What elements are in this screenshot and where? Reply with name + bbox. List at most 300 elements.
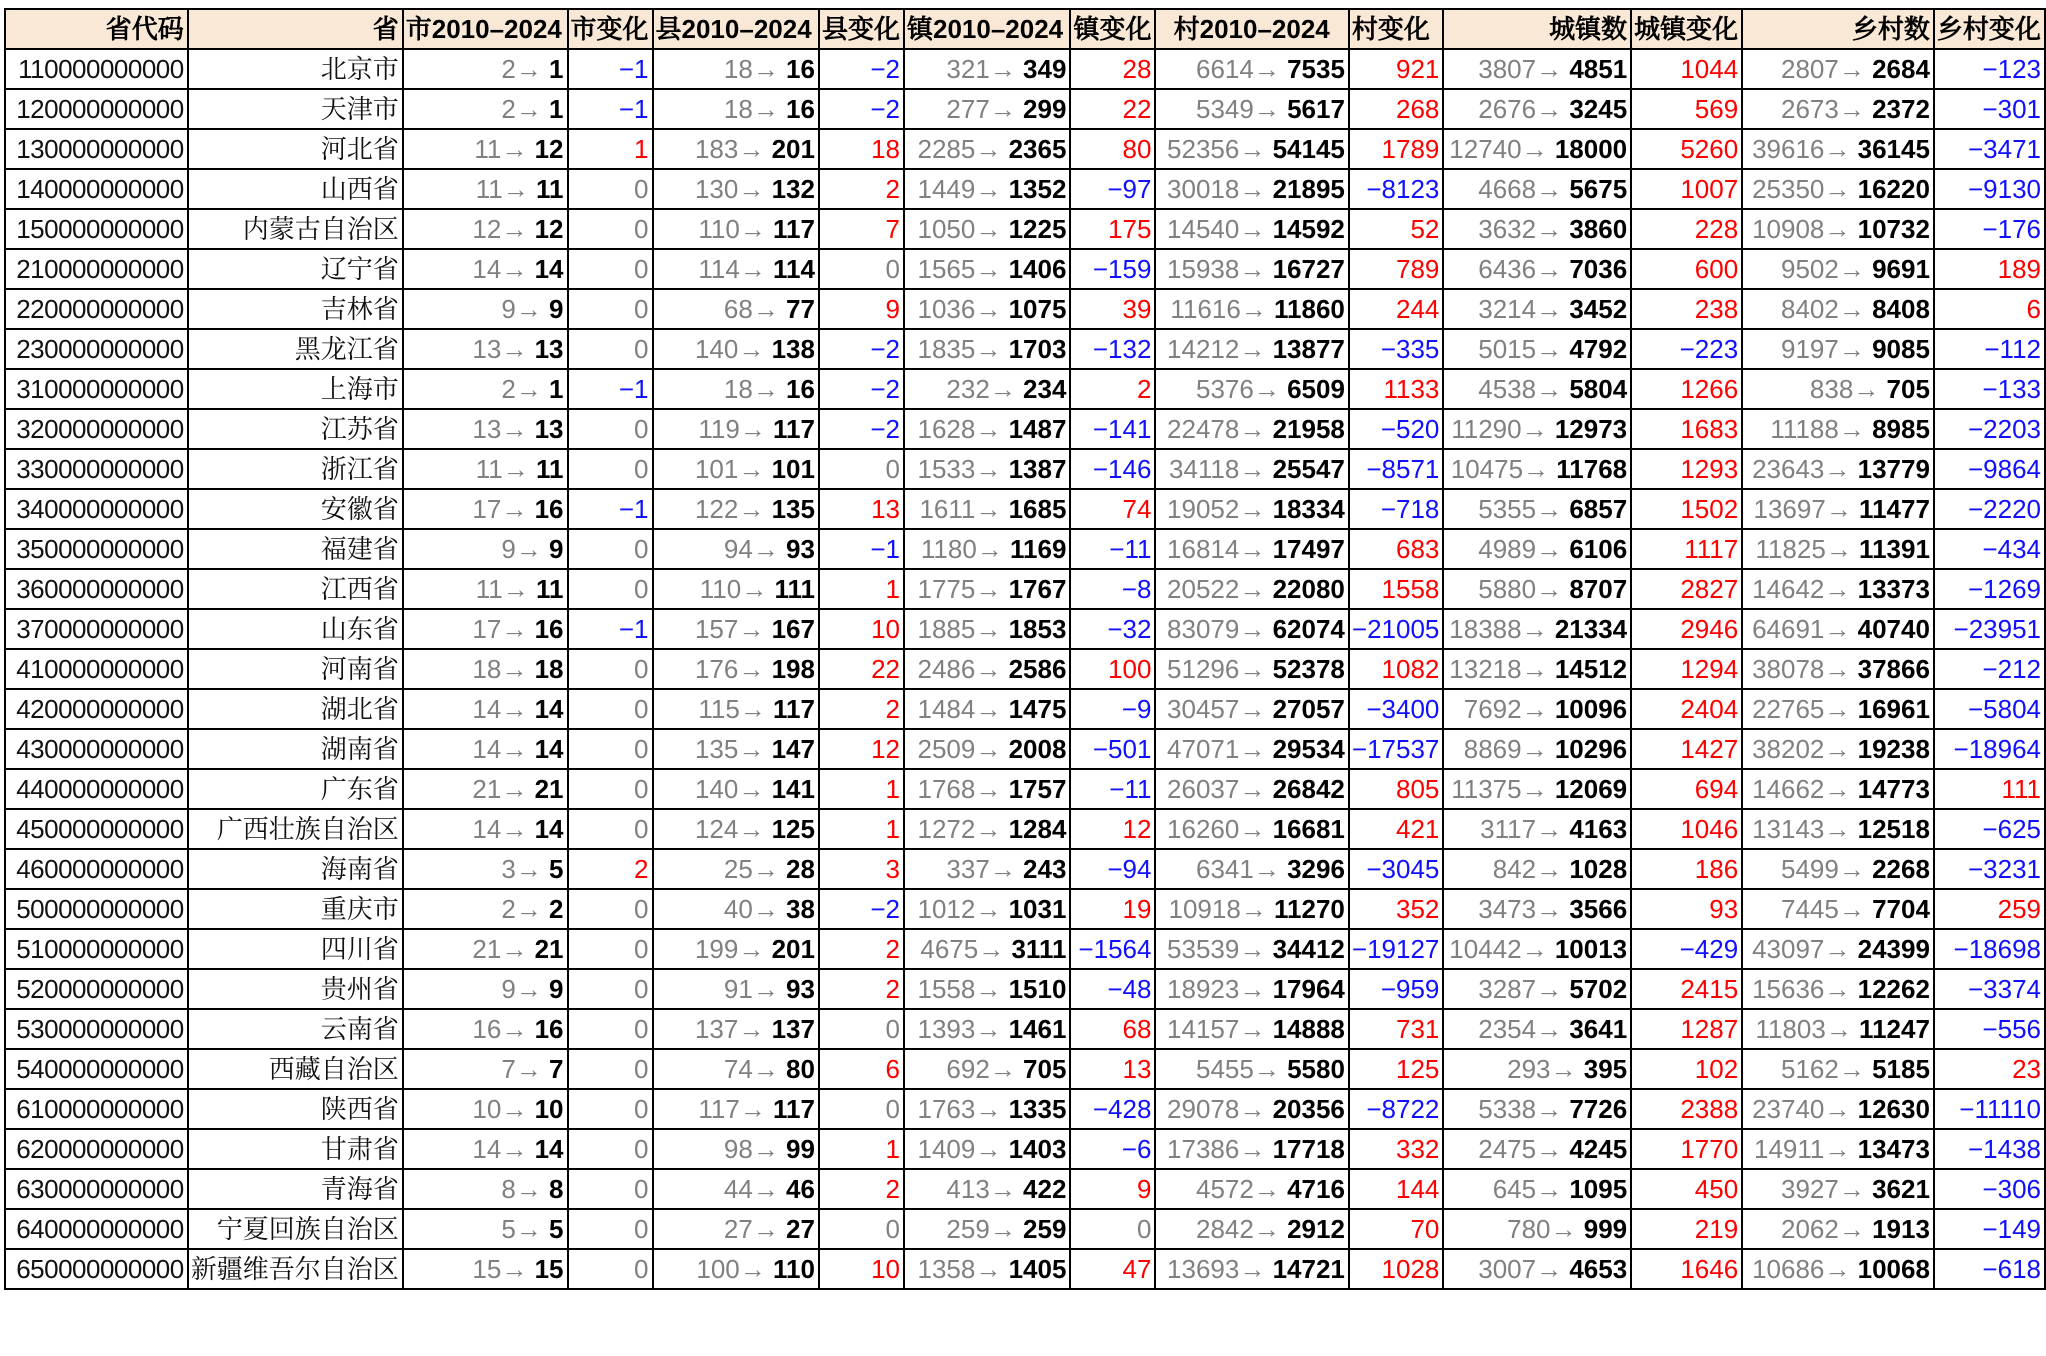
cell-rural-change[interactable]: 189 bbox=[1934, 249, 2045, 289]
table-row[interactable] bbox=[5, 129, 2045, 169]
cell-village-2010-2024[interactable] bbox=[1155, 689, 1348, 729]
cell-province-code[interactable]: 130000000000 bbox=[5, 129, 188, 169]
cell-village-2010-2024[interactable] bbox=[1155, 1129, 1348, 1169]
cell-rural-count[interactable] bbox=[1742, 689, 1934, 729]
cell-town-change[interactable]: −11 bbox=[1070, 529, 1155, 569]
header-village-2010-2024[interactable]: 村2010–2024 bbox=[1155, 9, 1348, 49]
cell-city-change[interactable]: 0 bbox=[568, 889, 653, 929]
cell-city-2010-2024[interactable] bbox=[403, 569, 568, 609]
cell-town-change[interactable]: −141 bbox=[1070, 409, 1155, 449]
cell-province-code[interactable]: 110000000000 bbox=[5, 49, 188, 89]
cell-town-2010-2024[interactable] bbox=[904, 1089, 1070, 1129]
cell-village-change[interactable]: −19127 bbox=[1349, 929, 1443, 969]
cell-city-2010-2024[interactable] bbox=[403, 169, 568, 209]
cell-county-2010-2024[interactable] bbox=[653, 329, 819, 369]
cell-province-code[interactable]: 140000000000 bbox=[5, 169, 188, 209]
cell-rural-change[interactable]: −23951 bbox=[1934, 609, 2045, 649]
cell-town-2010-2024[interactable] bbox=[904, 769, 1070, 809]
cell-county-2010-2024[interactable] bbox=[653, 89, 819, 129]
cell-city-change[interactable]: 0 bbox=[568, 769, 653, 809]
cell-county-change[interactable]: −2 bbox=[819, 329, 904, 369]
cell-town-2010-2024[interactable] bbox=[904, 1129, 1070, 1169]
cell-province[interactable]: 上海市 bbox=[188, 369, 403, 409]
cell-province[interactable]: 江西省 bbox=[188, 569, 403, 609]
table-row[interactable] bbox=[5, 1009, 2045, 1049]
cell-rural-count[interactable] bbox=[1742, 969, 1934, 1009]
cell-village-2010-2024[interactable] bbox=[1155, 129, 1348, 169]
cell-town-2010-2024[interactable] bbox=[904, 649, 1070, 689]
cell-province[interactable]: 江苏省 bbox=[188, 409, 403, 449]
cell-province-code[interactable]: 350000000000 bbox=[5, 529, 188, 569]
cell-county-2010-2024[interactable] bbox=[653, 569, 819, 609]
cell-province-code[interactable]: 440000000000 bbox=[5, 769, 188, 809]
cell-city-2010-2024[interactable] bbox=[403, 849, 568, 889]
cell-province-code[interactable]: 460000000000 bbox=[5, 849, 188, 889]
cell-city-change[interactable]: 0 bbox=[568, 409, 653, 449]
cell-county-2010-2024[interactable] bbox=[653, 729, 819, 769]
cell-county-change[interactable]: 22 bbox=[819, 649, 904, 689]
cell-rural-change[interactable]: −112 bbox=[1934, 329, 2045, 369]
cell-village-change[interactable]: −520 bbox=[1349, 409, 1443, 449]
cell-county-change[interactable]: 1 bbox=[819, 569, 904, 609]
cell-town-2010-2024[interactable] bbox=[904, 689, 1070, 729]
cell-urban-count[interactable] bbox=[1443, 169, 1631, 209]
cell-rural-count[interactable] bbox=[1742, 729, 1934, 769]
table-row[interactable] bbox=[5, 489, 2045, 529]
cell-village-change[interactable]: 683 bbox=[1349, 529, 1443, 569]
cell-village-change[interactable]: 52 bbox=[1349, 209, 1443, 249]
cell-urban-count[interactable] bbox=[1443, 1249, 1631, 1289]
cell-urban-change[interactable]: 1646 bbox=[1631, 1249, 1742, 1289]
cell-urban-count[interactable] bbox=[1443, 1049, 1631, 1089]
cell-rural-change[interactable]: −9130 bbox=[1934, 169, 2045, 209]
cell-urban-count[interactable] bbox=[1443, 729, 1631, 769]
cell-city-change[interactable]: −1 bbox=[568, 489, 653, 529]
cell-town-2010-2024[interactable] bbox=[904, 1009, 1070, 1049]
table-row[interactable] bbox=[5, 1129, 2045, 1169]
cell-county-2010-2024[interactable] bbox=[653, 1049, 819, 1089]
cell-county-change[interactable]: −2 bbox=[819, 889, 904, 929]
cell-town-2010-2024[interactable] bbox=[904, 969, 1070, 1009]
cell-town-2010-2024[interactable] bbox=[904, 569, 1070, 609]
cell-urban-change[interactable]: 1683 bbox=[1631, 409, 1742, 449]
cell-town-change[interactable]: 9 bbox=[1070, 1169, 1155, 1209]
cell-county-change[interactable]: −2 bbox=[819, 49, 904, 89]
cell-village-2010-2024[interactable] bbox=[1155, 1009, 1348, 1049]
cell-village-change[interactable]: 70 bbox=[1349, 1209, 1443, 1249]
cell-rural-change[interactable]: 6 bbox=[1934, 289, 2045, 329]
cell-town-change[interactable]: 100 bbox=[1070, 649, 1155, 689]
cell-town-2010-2024[interactable] bbox=[904, 609, 1070, 649]
cell-county-2010-2024[interactable] bbox=[653, 609, 819, 649]
table-row[interactable] bbox=[5, 969, 2045, 1009]
cell-county-2010-2024[interactable] bbox=[653, 49, 819, 89]
cell-urban-change[interactable]: 1293 bbox=[1631, 449, 1742, 489]
cell-town-2010-2024[interactable] bbox=[904, 1169, 1070, 1209]
cell-rural-change[interactable]: −149 bbox=[1934, 1209, 2045, 1249]
cell-rural-count[interactable] bbox=[1742, 409, 1934, 449]
header-rural-count[interactable]: 乡村数 bbox=[1742, 9, 1934, 49]
cell-rural-change[interactable]: −133 bbox=[1934, 369, 2045, 409]
table-row[interactable] bbox=[5, 49, 2045, 89]
table-row[interactable] bbox=[5, 649, 2045, 689]
cell-city-change[interactable]: 0 bbox=[568, 1209, 653, 1249]
cell-province[interactable]: 甘肃省 bbox=[188, 1129, 403, 1169]
cell-rural-change[interactable]: −618 bbox=[1934, 1249, 2045, 1289]
cell-province-code[interactable]: 230000000000 bbox=[5, 329, 188, 369]
cell-town-2010-2024[interactable] bbox=[904, 1209, 1070, 1249]
cell-county-change[interactable]: 0 bbox=[819, 1089, 904, 1129]
table-row[interactable] bbox=[5, 289, 2045, 329]
cell-county-2010-2024[interactable] bbox=[653, 209, 819, 249]
cell-rural-change[interactable]: −1438 bbox=[1934, 1129, 2045, 1169]
table-row[interactable] bbox=[5, 409, 2045, 449]
cell-province[interactable]: 黑龙江省 bbox=[188, 329, 403, 369]
cell-village-change[interactable]: 1558 bbox=[1349, 569, 1443, 609]
table-row[interactable] bbox=[5, 89, 2045, 129]
cell-town-change[interactable]: 22 bbox=[1070, 89, 1155, 129]
cell-city-2010-2024[interactable] bbox=[403, 809, 568, 849]
cell-town-2010-2024[interactable] bbox=[904, 849, 1070, 889]
cell-rural-count[interactable] bbox=[1742, 449, 1934, 489]
cell-rural-change[interactable]: −123 bbox=[1934, 49, 2045, 89]
cell-rural-change[interactable]: −9864 bbox=[1934, 449, 2045, 489]
cell-rural-count[interactable] bbox=[1742, 609, 1934, 649]
cell-county-change[interactable]: 18 bbox=[819, 129, 904, 169]
cell-city-change[interactable]: 0 bbox=[568, 689, 653, 729]
cell-county-change[interactable]: 0 bbox=[819, 1209, 904, 1249]
cell-urban-change[interactable]: 2404 bbox=[1631, 689, 1742, 729]
cell-city-change[interactable]: 0 bbox=[568, 1169, 653, 1209]
cell-county-change[interactable]: −2 bbox=[819, 89, 904, 129]
cell-province-code[interactable]: 520000000000 bbox=[5, 969, 188, 1009]
cell-county-2010-2024[interactable] bbox=[653, 129, 819, 169]
cell-province[interactable]: 浙江省 bbox=[188, 449, 403, 489]
cell-county-2010-2024[interactable] bbox=[653, 969, 819, 1009]
cell-county-2010-2024[interactable] bbox=[653, 649, 819, 689]
cell-county-2010-2024[interactable] bbox=[653, 1209, 819, 1249]
cell-county-2010-2024[interactable] bbox=[653, 409, 819, 449]
cell-city-2010-2024[interactable] bbox=[403, 969, 568, 1009]
cell-province[interactable]: 天津市 bbox=[188, 89, 403, 129]
cell-urban-change[interactable]: 1046 bbox=[1631, 809, 1742, 849]
cell-province-code[interactable]: 370000000000 bbox=[5, 609, 188, 649]
cell-town-change[interactable]: 175 bbox=[1070, 209, 1155, 249]
cell-rural-change[interactable]: −176 bbox=[1934, 209, 2045, 249]
cell-province[interactable]: 广东省 bbox=[188, 769, 403, 809]
cell-town-2010-2024[interactable] bbox=[904, 449, 1070, 489]
cell-urban-count[interactable] bbox=[1443, 1129, 1631, 1169]
cell-rural-change[interactable]: −625 bbox=[1934, 809, 2045, 849]
cell-urban-change[interactable]: 102 bbox=[1631, 1049, 1742, 1089]
table-row[interactable] bbox=[5, 689, 2045, 729]
cell-town-2010-2024[interactable] bbox=[904, 289, 1070, 329]
cell-urban-change[interactable]: 694 bbox=[1631, 769, 1742, 809]
cell-rural-change[interactable]: −3231 bbox=[1934, 849, 2045, 889]
cell-rural-change[interactable]: 111 bbox=[1934, 769, 2045, 809]
cell-county-2010-2024[interactable] bbox=[653, 929, 819, 969]
cell-city-change[interactable]: 0 bbox=[568, 649, 653, 689]
cell-province[interactable]: 西藏自治区 bbox=[188, 1049, 403, 1089]
cell-county-2010-2024[interactable] bbox=[653, 1129, 819, 1169]
table-row[interactable] bbox=[5, 929, 2045, 969]
cell-province-code[interactable]: 630000000000 bbox=[5, 1169, 188, 1209]
cell-province[interactable]: 辽宁省 bbox=[188, 249, 403, 289]
cell-county-2010-2024[interactable] bbox=[653, 529, 819, 569]
cell-town-change[interactable]: 2 bbox=[1070, 369, 1155, 409]
cell-county-2010-2024[interactable] bbox=[653, 1249, 819, 1289]
cell-village-change[interactable]: 789 bbox=[1349, 249, 1443, 289]
cell-urban-count[interactable] bbox=[1443, 849, 1631, 889]
cell-city-2010-2024[interactable] bbox=[403, 89, 568, 129]
cell-town-2010-2024[interactable] bbox=[904, 529, 1070, 569]
cell-village-change[interactable]: 352 bbox=[1349, 889, 1443, 929]
cell-village-2010-2024[interactable] bbox=[1155, 49, 1348, 89]
cell-county-2010-2024[interactable] bbox=[653, 249, 819, 289]
cell-county-change[interactable]: 2 bbox=[819, 969, 904, 1009]
cell-town-change[interactable]: −501 bbox=[1070, 729, 1155, 769]
cell-urban-change[interactable]: 1287 bbox=[1631, 1009, 1742, 1049]
cell-rural-change[interactable]: −5804 bbox=[1934, 689, 2045, 729]
table-row[interactable] bbox=[5, 1169, 2045, 1209]
cell-village-2010-2024[interactable] bbox=[1155, 769, 1348, 809]
cell-city-2010-2024[interactable] bbox=[403, 1129, 568, 1169]
cell-urban-count[interactable] bbox=[1443, 1089, 1631, 1129]
cell-city-change[interactable]: 0 bbox=[568, 1089, 653, 1129]
cell-town-2010-2024[interactable] bbox=[904, 249, 1070, 289]
cell-province-code[interactable]: 320000000000 bbox=[5, 409, 188, 449]
cell-town-change[interactable]: −9 bbox=[1070, 689, 1155, 729]
cell-province-code[interactable]: 150000000000 bbox=[5, 209, 188, 249]
header-rural-change[interactable]: 乡村变化 bbox=[1934, 9, 2045, 49]
cell-city-2010-2024[interactable] bbox=[403, 449, 568, 489]
cell-town-change[interactable]: 28 bbox=[1070, 49, 1155, 89]
cell-rural-count[interactable] bbox=[1742, 809, 1934, 849]
cell-village-2010-2024[interactable] bbox=[1155, 89, 1348, 129]
cell-province-code[interactable]: 210000000000 bbox=[5, 249, 188, 289]
table-row[interactable] bbox=[5, 1089, 2045, 1129]
cell-city-2010-2024[interactable] bbox=[403, 1089, 568, 1129]
cell-county-change[interactable]: −1 bbox=[819, 529, 904, 569]
cell-province[interactable]: 新疆维吾尔自治区 bbox=[188, 1249, 403, 1289]
cell-county-2010-2024[interactable] bbox=[653, 809, 819, 849]
cell-village-change[interactable]: 144 bbox=[1349, 1169, 1443, 1209]
cell-city-change[interactable]: 0 bbox=[568, 449, 653, 489]
cell-town-change[interactable]: 68 bbox=[1070, 1009, 1155, 1049]
cell-town-change[interactable]: 74 bbox=[1070, 489, 1155, 529]
cell-county-change[interactable]: −2 bbox=[819, 369, 904, 409]
cell-urban-change[interactable]: 569 bbox=[1631, 89, 1742, 129]
cell-urban-change[interactable]: 1427 bbox=[1631, 729, 1742, 769]
cell-town-2010-2024[interactable] bbox=[904, 489, 1070, 529]
cell-province[interactable]: 四川省 bbox=[188, 929, 403, 969]
cell-urban-count[interactable] bbox=[1443, 929, 1631, 969]
header-province-code[interactable]: 省代码 bbox=[5, 9, 188, 49]
cell-rural-count[interactable] bbox=[1742, 849, 1934, 889]
cell-province[interactable]: 贵州省 bbox=[188, 969, 403, 1009]
cell-county-change[interactable]: 2 bbox=[819, 929, 904, 969]
table-row[interactable] bbox=[5, 729, 2045, 769]
cell-town-change[interactable]: −428 bbox=[1070, 1089, 1155, 1129]
cell-county-change[interactable]: 13 bbox=[819, 489, 904, 529]
cell-rural-change[interactable]: −306 bbox=[1934, 1169, 2045, 1209]
cell-rural-count[interactable] bbox=[1742, 289, 1934, 329]
cell-town-change[interactable]: −1564 bbox=[1070, 929, 1155, 969]
cell-town-2010-2024[interactable] bbox=[904, 889, 1070, 929]
cell-province-code[interactable]: 620000000000 bbox=[5, 1129, 188, 1169]
cell-county-change[interactable]: 2 bbox=[819, 169, 904, 209]
cell-village-change[interactable]: 805 bbox=[1349, 769, 1443, 809]
cell-city-2010-2024[interactable] bbox=[403, 1009, 568, 1049]
cell-village-2010-2024[interactable] bbox=[1155, 1209, 1348, 1249]
cell-province-code[interactable]: 510000000000 bbox=[5, 929, 188, 969]
cell-rural-change[interactable]: −556 bbox=[1934, 1009, 2045, 1049]
cell-city-change[interactable]: −1 bbox=[568, 369, 653, 409]
cell-county-change[interactable]: 0 bbox=[819, 249, 904, 289]
cell-urban-change[interactable]: 600 bbox=[1631, 249, 1742, 289]
cell-county-change[interactable]: 1 bbox=[819, 809, 904, 849]
cell-town-change[interactable]: −159 bbox=[1070, 249, 1155, 289]
cell-county-2010-2024[interactable] bbox=[653, 1169, 819, 1209]
header-city-2010-2024[interactable]: 市2010–2024 bbox=[403, 9, 568, 49]
cell-county-change[interactable]: 1 bbox=[819, 769, 904, 809]
cell-rural-count[interactable] bbox=[1742, 529, 1934, 569]
cell-village-2010-2024[interactable] bbox=[1155, 169, 1348, 209]
cell-province-code[interactable]: 360000000000 bbox=[5, 569, 188, 609]
cell-town-2010-2024[interactable] bbox=[904, 89, 1070, 129]
cell-city-change[interactable]: 0 bbox=[568, 729, 653, 769]
cell-town-2010-2024[interactable] bbox=[904, 1049, 1070, 1089]
cell-village-change[interactable]: −8123 bbox=[1349, 169, 1443, 209]
cell-rural-change[interactable]: −3374 bbox=[1934, 969, 2045, 1009]
cell-urban-count[interactable] bbox=[1443, 449, 1631, 489]
cell-village-2010-2024[interactable] bbox=[1155, 969, 1348, 1009]
cell-city-2010-2024[interactable] bbox=[403, 649, 568, 689]
cell-county-change[interactable]: 6 bbox=[819, 1049, 904, 1089]
cell-urban-count[interactable] bbox=[1443, 49, 1631, 89]
cell-village-2010-2024[interactable] bbox=[1155, 609, 1348, 649]
cell-rural-count[interactable] bbox=[1742, 649, 1934, 689]
cell-province[interactable]: 福建省 bbox=[188, 529, 403, 569]
cell-city-2010-2024[interactable] bbox=[403, 129, 568, 169]
cell-province-code[interactable]: 450000000000 bbox=[5, 809, 188, 849]
cell-city-change[interactable]: 0 bbox=[568, 209, 653, 249]
cell-urban-change[interactable]: 93 bbox=[1631, 889, 1742, 929]
cell-county-change[interactable]: 9 bbox=[819, 289, 904, 329]
cell-rural-count[interactable] bbox=[1742, 489, 1934, 529]
cell-county-change[interactable]: −2 bbox=[819, 409, 904, 449]
table-row[interactable] bbox=[5, 169, 2045, 209]
cell-village-change[interactable]: −8722 bbox=[1349, 1089, 1443, 1129]
cell-city-2010-2024[interactable] bbox=[403, 929, 568, 969]
cell-village-2010-2024[interactable] bbox=[1155, 569, 1348, 609]
cell-village-2010-2024[interactable] bbox=[1155, 729, 1348, 769]
cell-urban-change[interactable]: 1266 bbox=[1631, 369, 1742, 409]
cell-village-change[interactable]: 125 bbox=[1349, 1049, 1443, 1089]
cell-town-2010-2024[interactable] bbox=[904, 329, 1070, 369]
cell-village-change[interactable]: 332 bbox=[1349, 1129, 1443, 1169]
cell-urban-count[interactable] bbox=[1443, 329, 1631, 369]
table-row[interactable] bbox=[5, 529, 2045, 569]
cell-city-2010-2024[interactable] bbox=[403, 889, 568, 929]
cell-city-2010-2024[interactable] bbox=[403, 289, 568, 329]
cell-county-2010-2024[interactable] bbox=[653, 169, 819, 209]
cell-rural-count[interactable] bbox=[1742, 1009, 1934, 1049]
cell-province-code[interactable]: 340000000000 bbox=[5, 489, 188, 529]
cell-village-change[interactable]: 1082 bbox=[1349, 649, 1443, 689]
cell-urban-count[interactable] bbox=[1443, 1169, 1631, 1209]
cell-rural-change[interactable]: −301 bbox=[1934, 89, 2045, 129]
cell-county-2010-2024[interactable] bbox=[653, 689, 819, 729]
cell-county-2010-2024[interactable] bbox=[653, 769, 819, 809]
cell-rural-change[interactable]: −18698 bbox=[1934, 929, 2045, 969]
table-row[interactable] bbox=[5, 889, 2045, 929]
cell-rural-count[interactable] bbox=[1742, 1169, 1934, 1209]
header-urban-change[interactable]: 城镇变化 bbox=[1631, 9, 1742, 49]
table-row[interactable] bbox=[5, 809, 2045, 849]
cell-town-change[interactable]: −146 bbox=[1070, 449, 1155, 489]
cell-town-change[interactable]: 47 bbox=[1070, 1249, 1155, 1289]
cell-province-code[interactable]: 310000000000 bbox=[5, 369, 188, 409]
table-row[interactable] bbox=[5, 609, 2045, 649]
cell-city-change[interactable]: 0 bbox=[568, 1249, 653, 1289]
cell-province[interactable]: 云南省 bbox=[188, 1009, 403, 1049]
cell-county-change[interactable]: 1 bbox=[819, 1129, 904, 1169]
cell-village-2010-2024[interactable] bbox=[1155, 209, 1348, 249]
cell-city-change[interactable]: −1 bbox=[568, 609, 653, 649]
header-town-change[interactable]: 镇变化 bbox=[1070, 9, 1155, 49]
cell-town-2010-2024[interactable] bbox=[904, 409, 1070, 449]
cell-city-change[interactable]: 0 bbox=[568, 1009, 653, 1049]
cell-county-2010-2024[interactable] bbox=[653, 449, 819, 489]
cell-city-change[interactable]: 2 bbox=[568, 849, 653, 889]
cell-village-change[interactable]: −21005 bbox=[1349, 609, 1443, 649]
cell-town-2010-2024[interactable] bbox=[904, 169, 1070, 209]
cell-rural-count[interactable] bbox=[1742, 929, 1934, 969]
cell-rural-count[interactable] bbox=[1742, 1249, 1934, 1289]
cell-province-code[interactable]: 500000000000 bbox=[5, 889, 188, 929]
cell-village-2010-2024[interactable] bbox=[1155, 409, 1348, 449]
cell-province-code[interactable]: 540000000000 bbox=[5, 1049, 188, 1089]
cell-urban-change[interactable]: 1294 bbox=[1631, 649, 1742, 689]
cell-city-change[interactable]: −1 bbox=[568, 89, 653, 129]
cell-province[interactable]: 山西省 bbox=[188, 169, 403, 209]
cell-county-change[interactable]: 3 bbox=[819, 849, 904, 889]
cell-urban-count[interactable] bbox=[1443, 689, 1631, 729]
cell-city-change[interactable]: 0 bbox=[568, 289, 653, 329]
table-row[interactable] bbox=[5, 769, 2045, 809]
cell-province-code[interactable]: 120000000000 bbox=[5, 89, 188, 129]
cell-city-2010-2024[interactable] bbox=[403, 329, 568, 369]
table-row[interactable] bbox=[5, 1249, 2045, 1289]
cell-urban-count[interactable] bbox=[1443, 489, 1631, 529]
table-row[interactable] bbox=[5, 209, 2045, 249]
cell-city-2010-2024[interactable] bbox=[403, 1209, 568, 1249]
cell-urban-count[interactable] bbox=[1443, 529, 1631, 569]
cell-county-change[interactable]: 10 bbox=[819, 1249, 904, 1289]
table-row[interactable] bbox=[5, 369, 2045, 409]
cell-village-2010-2024[interactable] bbox=[1155, 929, 1348, 969]
cell-urban-count[interactable] bbox=[1443, 769, 1631, 809]
cell-city-change[interactable]: 0 bbox=[568, 169, 653, 209]
cell-city-change[interactable]: 0 bbox=[568, 929, 653, 969]
cell-county-2010-2024[interactable] bbox=[653, 849, 819, 889]
cell-city-2010-2024[interactable] bbox=[403, 609, 568, 649]
cell-province[interactable]: 河北省 bbox=[188, 129, 403, 169]
cell-urban-count[interactable] bbox=[1443, 649, 1631, 689]
cell-city-2010-2024[interactable] bbox=[403, 409, 568, 449]
cell-province-code[interactable]: 420000000000 bbox=[5, 689, 188, 729]
